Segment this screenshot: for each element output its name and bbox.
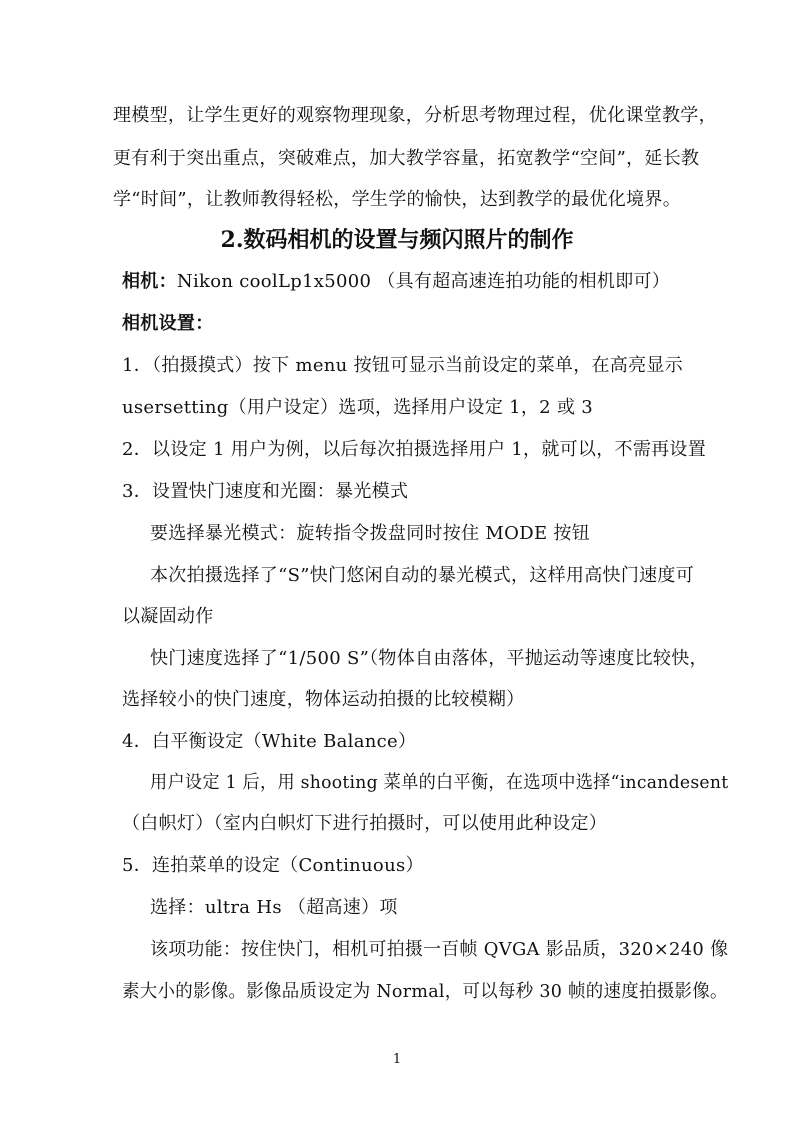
paragraph-line: 理模型，让学生更好的观察物理现象，分析思考物理过程，优化课堂教学， [113,105,717,126]
camera-label: 相机： [122,271,177,292]
camera-value: Nikon coolLp1x5000 （具有超高速连拍功能的相机即可） [176,271,671,292]
item-3-line: 3．设置快门速度和光圈：暴光模式 [122,481,409,502]
page-number: 1 [392,1052,402,1067]
section-heading: 2.数码相机的设置与频闪照片的制作 [220,227,574,253]
item-4-line: 4．白平衡设定（White Balance） [122,731,417,752]
item-3-sub-line: 要选择暴光模式：旋转指令拨盘同时按住 MODE 按钮 [150,523,590,544]
item-4-sub-line: （白帜灯）（室内白帜灯下进行拍摄时，可以使用此种设定） [122,813,608,834]
item-1-line: 1．（拍摄摸式）按下 menu 按钮可显示当前设定的菜单，在高亮显示 [122,355,683,376]
item-3-sub-line: 本次拍摄选择了“S”快门悠闲自动的暴光模式，这样用高快门速度可 [150,565,695,586]
item-3-sub-line: 选择较小的快门速度，物体运动拍摄的比较模糊） [122,689,525,710]
settings-label: 相机设置： [122,313,214,334]
item-5-sub-line: 素大小的影像。影像品质设定为 Normal，可以每秒 30 帧的速度拍摄影像。 [122,981,728,1002]
item-3-sub-line: 以凝固动作 [122,606,214,627]
item-4-sub-line: 用户设定 1 后，用 shooting 菜单的白平衡，在选项中选择“incandesent [150,772,729,793]
item-5-line: 5．连拍菜单的设定（Continuous） [122,855,424,876]
item-3-sub-line: 快门速度选择了“1/500 S”（物体自由落体，平抛运动等速度比较快， [150,648,708,669]
item-2-line: 2．以设定 1 用户为例，以后每次拍摄选择用户 1，就可以，不需再设置 [122,439,707,460]
paragraph-line: 学“时间”，让教师教得轻松，学生学的愉快，达到教学的最优化境界。 [113,189,682,210]
paragraph-line: 更有利于突出重点，突破难点，加大教学容量，拓宽教学“空间”，延长教 [113,148,700,169]
item-5-sub-line: 选择：ultra Hs （超高速）项 [150,897,398,918]
item-1-line: usersetting（用户设定）选项，选择用户设定 1，2 或 3 [122,397,594,418]
camera-line [122,270,670,294]
item-5-sub-line: 该项功能：按住快门，相机可拍摄一百帧 QVGA 影品质，320×240 像 [150,939,729,960]
